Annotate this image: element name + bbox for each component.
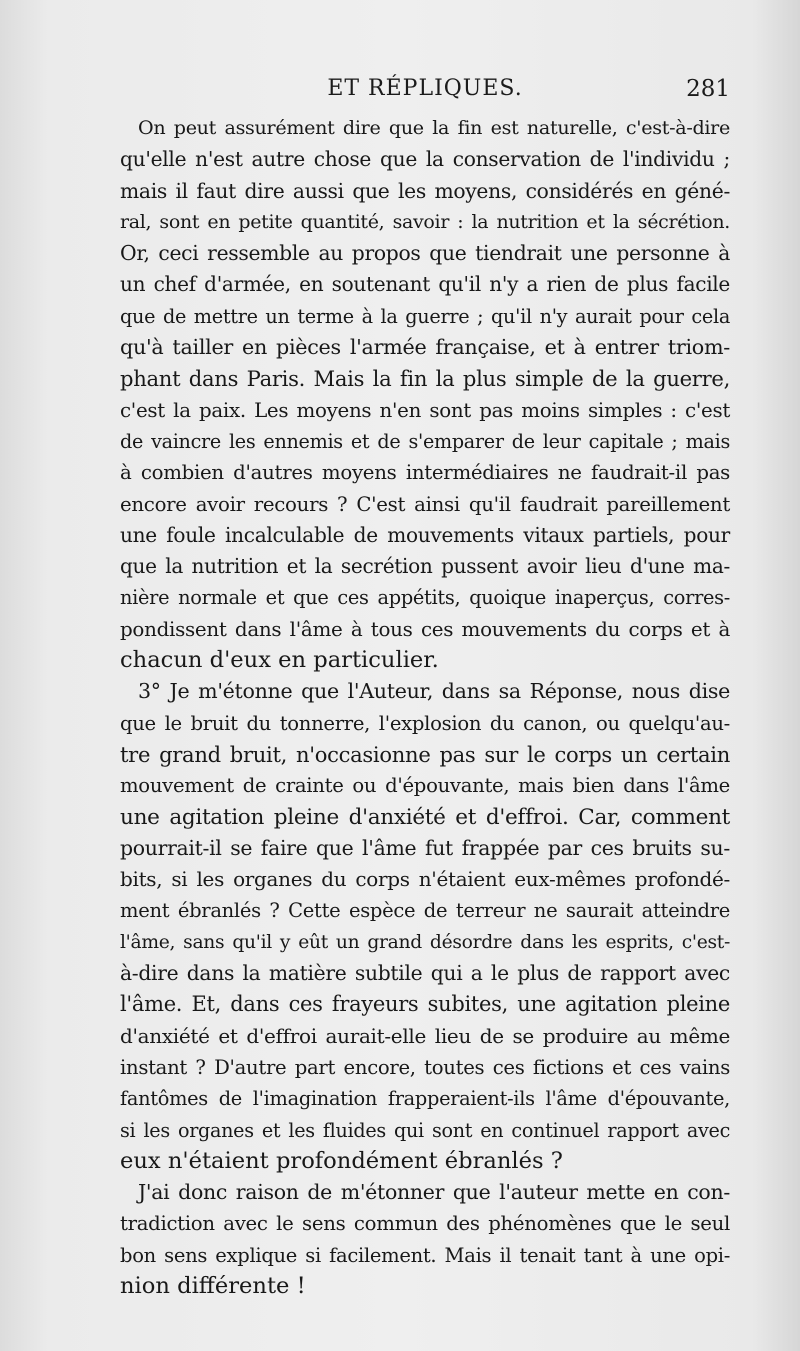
text-line: mais il faut dire aussi que les moyens, considérés en géné- [120, 178, 730, 203]
text-line: J'ai donc raison de m'étonner que l'auteur mette en con- [138, 1180, 730, 1205]
text-line: que de mettre un terme à la guerre ; qu'il n'y aurait pour cela [120, 304, 730, 328]
text-line: c'est la paix. Les moyens n'en sont pas moins simples : c'est [120, 398, 730, 422]
text-line: d'anxiété et d'effroi aurait-elle lieu de se produire au même [120, 1023, 730, 1048]
text-line: eux n'étaient profondément ébranlés ? [120, 1147, 563, 1174]
text-line: Or, ceci ressemble au propos que tiendrait une personne à [120, 241, 730, 266]
page-header [120, 76, 730, 108]
text-line: une foule incalculable de mouvements vitaux partiels, pour [120, 522, 730, 547]
text-line: à combien d'autres moyens intermédiaires ne faudrait-il pas [120, 461, 730, 485]
text-line: instant ? D'autre part encore, toutes ces fictions et ces vains [120, 1055, 730, 1079]
text-line: fantômes de l'imagination frapperaient-ils l'âme d'épouvante, [120, 1087, 730, 1111]
text-line: qu'à tailler en pièces l'armée française, et à entrer triom- [120, 335, 730, 360]
text-line: On peut assurément dire que la fin est naturelle, c'est-à-dire [138, 117, 730, 139]
running-title: ET RÉPLIQUES. [327, 76, 523, 101]
text-line: l'âme, sans qu'il y eût un grand désordre dans les esprits, c'est- [120, 931, 730, 953]
text-line: encore avoir recours ? C'est ainsi qu'il faudrait pareillement [120, 492, 730, 516]
text-line: bon sens explique si facilement. Mais il tenait tant à une opi- [120, 1243, 730, 1267]
text-line: ral, sont en petite quantité, savoir : la nutrition et la sécrétion. [120, 210, 730, 233]
text-line: qu'elle n'est autre chose que la conservation de l'individu ; [120, 147, 730, 172]
text-line: 3° Je m'étonne que l'Auteur, dans sa Réponse, nous dise [138, 679, 730, 704]
text-line: un chef d'armée, en soutenant qu'il n'y a rien de plus facile [120, 272, 730, 297]
text-line: que la nutrition et la secrétion pussent avoir lieu d'une ma- [120, 554, 730, 579]
body-text [120, 113, 730, 1302]
paragraph [120, 1177, 730, 1302]
paragraph [120, 676, 730, 1177]
text-line: nière normale et que ces appétits, quoique inaperçus, corres- [120, 586, 730, 610]
text-line: chacun d'eux en particulier. [120, 647, 439, 674]
text-line: si les organes et les fluides qui sont en continuel rapport avec [120, 1118, 730, 1142]
text-line: tradiction avec le sens commun des phénomènes que le seul [120, 1212, 730, 1236]
text-line: que le bruit du tonnerre, l'explosion du canon, ou quelqu'au- [120, 711, 730, 735]
text-line: pourrait-il se faire que l'âme fut frappée par ces bruits su- [120, 835, 730, 860]
text-line: l'âme. Et, dans ces frayeurs subites, une agitation pleine [120, 992, 730, 1017]
paragraph [120, 113, 730, 676]
text-line: nion différente ! [120, 1272, 306, 1299]
text-line: pondissent dans l'âme à tous ces mouvements du corps et à [120, 617, 730, 641]
text-line: phant dans Paris. Mais la fin la plus simple de la guerre, [120, 366, 730, 392]
text-line: bits, si les organes du corps n'étaient eux-mêmes profondé- [120, 867, 730, 892]
text-line: à-dire dans la matière subtile qui a le plus de rapport avec [120, 961, 730, 986]
page-number: 281 [686, 76, 730, 102]
text-line: de vaincre les ennemis et de s'emparer de leur capitale ; mais [120, 429, 730, 453]
text-line: ment ébranlés ? Cette espèce de terreur ne saurait atteindre [120, 899, 730, 923]
text-line: mouvement de crainte ou d'épouvante, mais bien dans l'âme [120, 774, 730, 798]
text-line: tre grand bruit, n'occasionne pas sur le corps un certain [120, 741, 730, 767]
text-line: une agitation pleine d'anxiété et d'effroi. Car, comment [120, 804, 730, 830]
